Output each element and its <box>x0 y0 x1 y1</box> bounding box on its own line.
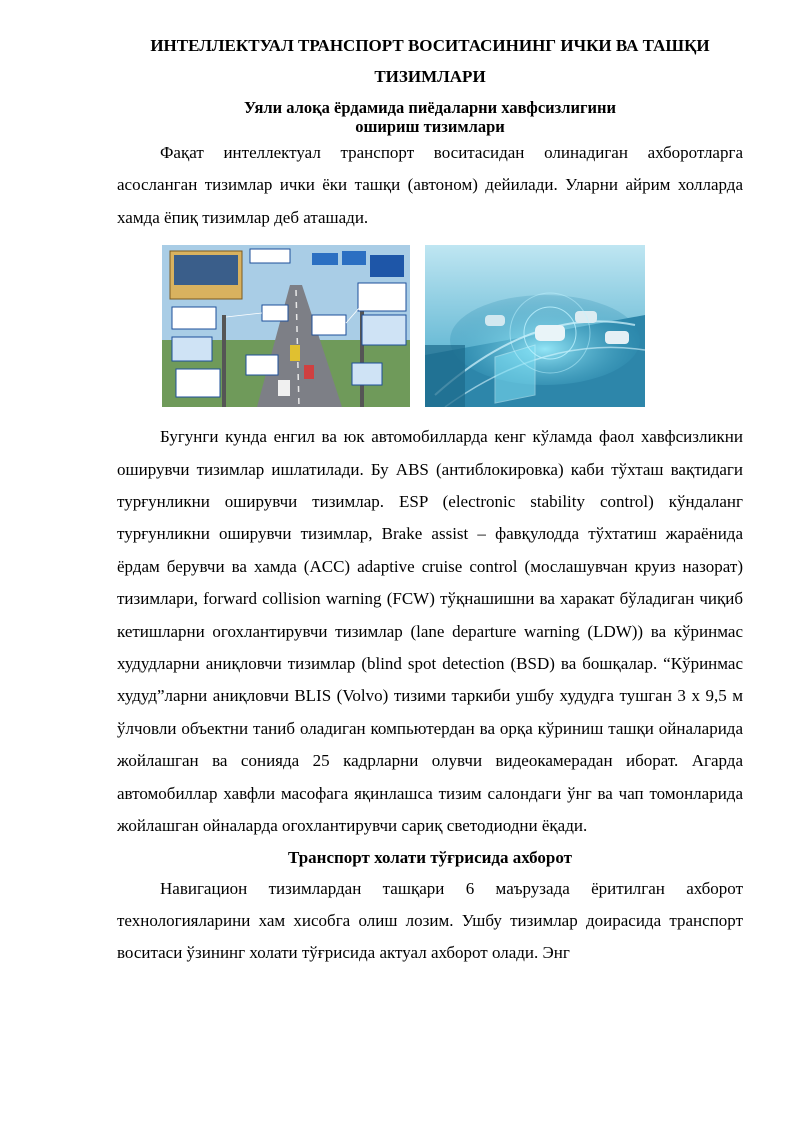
paragraph-intro: Фақат интеллектуал транспорт воситасидан олинадиган ахборотларга асосланган тизимлар ички ёки ташқи (автоном) дейилади. Уларни айрим холларда хамда ёпиқ тизимлар деб аташади. <box>117 143 743 227</box>
subtitle-line-2: ошириш тизимлари <box>355 117 505 136</box>
vehicle-sensor-drawing <box>425 245 645 407</box>
document-page <box>117 30 743 970</box>
subtitle-line-1: Уяли алоқа ёрдамида пиёдаларни хавфсизлигини <box>243 98 617 117</box>
section-heading-transport-status: Транспорт холати тўғрисида ахборот <box>288 847 572 867</box>
its-infrastructure-illustration <box>162 245 410 407</box>
figures-row <box>117 245 743 407</box>
document-title: ИНТЕЛЛЕКТУАЛ ТРАНСПОРТ ВОСИТАСИНИНГ ИЧКИ ВА ТАШҚИ ТИЗИМЛАРИ <box>150 36 710 86</box>
paragraph-safety-systems: Бугунги кунда енгил ва юк автомобилларда кенг кўламда фаол хавфсизликни оширувчи тизимлар ишлатилади. Бу ABS (антиблокировка) каби тўхташ вақтидаги турғунликни оширувчи тизимлар. ESP (electronic stability control) кўндаланг турғунликни оширувчи тизимлар, Brake assist – фавқулодда тўхтатиш жараёнида ёрдам берувчи ва хамда (ACC) adaptive cruise control (мослашувчан круиз назорат) тизимлари, forward collision warning (FCW) тўқнашишни ва харакат бўладиган чиқиб кетишларни огохлантирувчи тизимлар (lane departure warning (LDW)) ва кўринмас худудларни аниқловчи тизимлар (blind spot detection (BSD) ва бошқалар. “Кўринмас худуд”ларни аниқловчи BLIS (Volvo) тизими таркиби ушбу худудга тушган 3 х 9,5 м ўлчовли объектни таниб оладиган компьютердан ва орқа кўриниш ташқи ойналарида жойлашган ва сонияда 25 кадрларни олувчи видеокамерадан иборат. Агарда автомобиллар хавфли масофага яқинлашса тизим салондаги ўнг ва чап томонларида жойлашган ойналарда огохлантирувчи сариқ светодиодни ёқади. <box>117 427 743 836</box>
document-subtitle <box>117 98 743 136</box>
paragraph-navigation: Навигацион тизимлардан ташқари 6 маърузада ёритилган ахборот технологияларини хам хисобга олиш лозим. Ушбу тизимлар доирасида транспорт воситаси ўзининг холати тўғрисида актуал ахборот олади. Энг <box>117 878 743 963</box>
its-infrastructure-drawing <box>162 245 410 407</box>
vehicle-sensor-illustration <box>425 245 645 407</box>
